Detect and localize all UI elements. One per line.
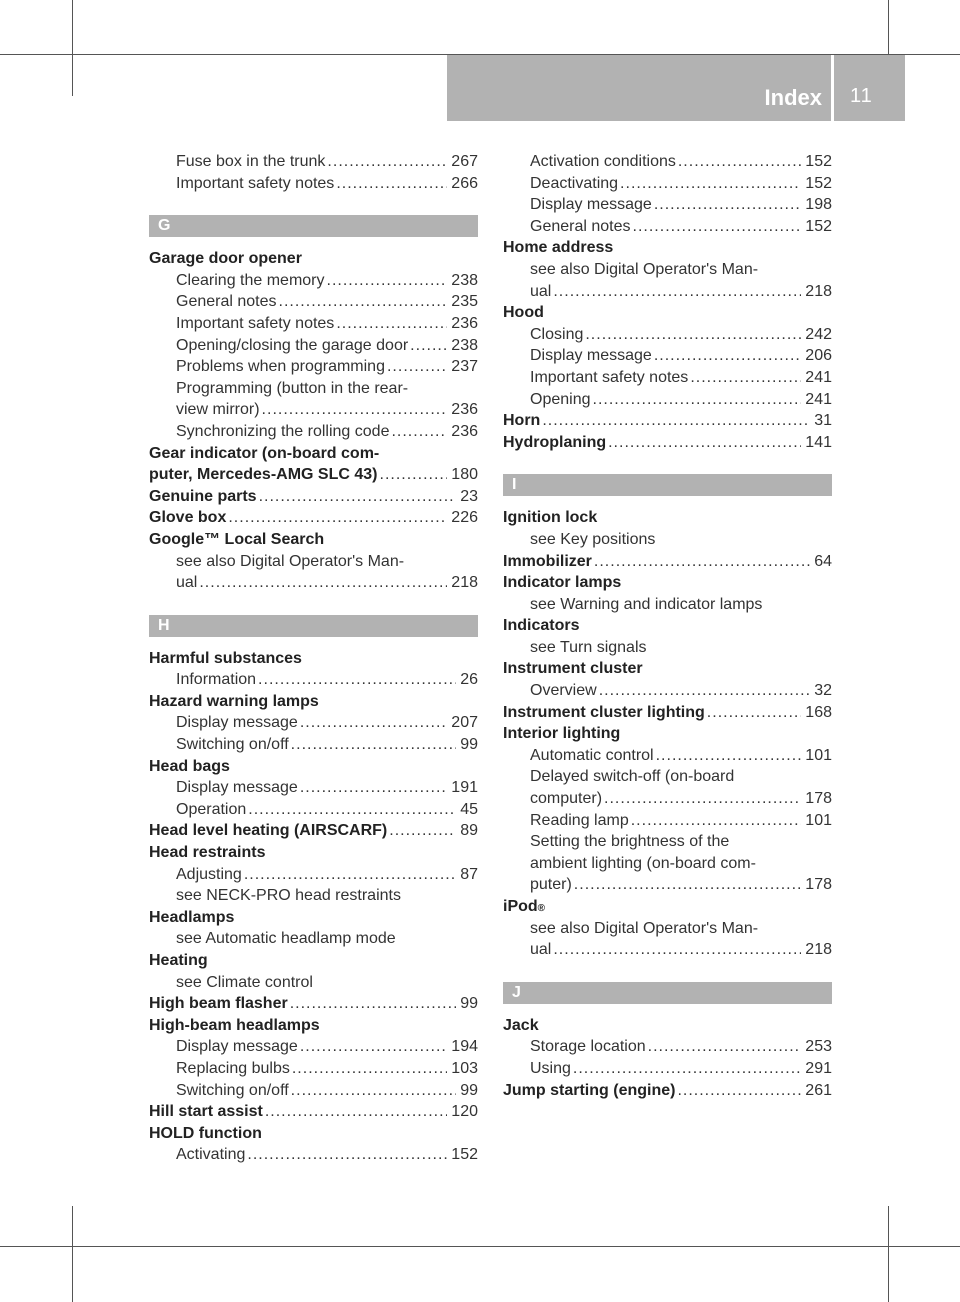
page-ref: 99 bbox=[460, 1081, 478, 1099]
index-entry bbox=[149, 756, 478, 778]
index-entry bbox=[503, 302, 832, 324]
index-subentry bbox=[503, 1058, 832, 1080]
page-number: 11 bbox=[850, 85, 873, 107]
dot-leader bbox=[633, 216, 802, 238]
dot-leader bbox=[199, 572, 447, 594]
entry-text: Home address bbox=[503, 239, 614, 257]
dot-leader bbox=[656, 745, 802, 767]
dot-leader bbox=[573, 1058, 801, 1080]
page-ref: 178 bbox=[805, 876, 832, 894]
dot-leader bbox=[327, 270, 448, 292]
index-subentry bbox=[503, 529, 832, 551]
entry-text: puter) bbox=[530, 876, 572, 894]
entry-text: Programming (button in the rear- bbox=[176, 379, 409, 397]
entry-text: Using bbox=[530, 1059, 571, 1077]
dot-leader bbox=[677, 1080, 801, 1102]
page-ref: 206 bbox=[805, 347, 832, 365]
index-entry bbox=[503, 1080, 832, 1102]
page-ref: 198 bbox=[805, 196, 832, 214]
index-subentry bbox=[149, 399, 478, 421]
entry-text: Head restraints bbox=[149, 844, 266, 862]
entry-text: General notes bbox=[530, 217, 631, 235]
entry-text: Gear indicator (on-board com- bbox=[149, 444, 380, 462]
entry-text: Immobilizer bbox=[503, 552, 592, 570]
entry-text: Storage location bbox=[530, 1038, 646, 1056]
index-entry bbox=[149, 691, 478, 713]
entry-text: Harmful substances bbox=[149, 649, 302, 667]
page-ref: 178 bbox=[805, 790, 832, 808]
index-subentry bbox=[149, 421, 478, 443]
index-entry bbox=[503, 432, 832, 454]
entry-text: see NECK-PRO head restraints bbox=[176, 887, 401, 905]
index-subentry bbox=[149, 928, 478, 950]
index-subentry bbox=[503, 324, 832, 346]
entry-text: Clearing the memory bbox=[176, 271, 325, 289]
page-ref: 241 bbox=[805, 368, 832, 386]
index-subentry bbox=[503, 1036, 832, 1058]
page-ref: 241 bbox=[805, 390, 832, 408]
entry-text: Activating bbox=[176, 1146, 246, 1164]
page-ref: 226 bbox=[451, 509, 478, 527]
entry-text: Hydroplaning bbox=[503, 433, 607, 451]
index-entry bbox=[149, 907, 478, 929]
index-subentry bbox=[149, 777, 478, 799]
entry-text: Activation conditions bbox=[530, 153, 676, 170]
index-subentry bbox=[149, 151, 478, 173]
entry-text: Display message bbox=[176, 1038, 298, 1056]
index-entry bbox=[149, 820, 478, 842]
dot-leader bbox=[336, 173, 447, 195]
dot-leader bbox=[391, 421, 447, 443]
dot-leader bbox=[300, 1036, 447, 1058]
entry-text: Head bags bbox=[149, 757, 230, 775]
entry-text: Synchronizing the rolling code bbox=[176, 422, 390, 440]
index-entry bbox=[149, 248, 478, 270]
entry-text: see also Digital Operator's Man- bbox=[176, 552, 405, 570]
entry-text: Display message bbox=[530, 196, 652, 214]
index-subentry bbox=[149, 1080, 478, 1102]
index-subentry bbox=[149, 734, 478, 756]
entry-text: Deactivating bbox=[530, 174, 619, 192]
entry-text: Interior lighting bbox=[503, 725, 621, 743]
entry-text: Overview bbox=[530, 682, 597, 700]
dot-leader bbox=[290, 993, 457, 1015]
entry-text: Problems when programming bbox=[176, 358, 385, 376]
dot-leader bbox=[292, 1058, 447, 1080]
page-ref: 141 bbox=[805, 433, 832, 451]
page-ref: 101 bbox=[805, 746, 832, 764]
index-column-right bbox=[503, 151, 832, 1101]
page-title: Index bbox=[764, 85, 822, 110]
entry-text: Reading lamp bbox=[530, 811, 629, 829]
index-subentry bbox=[503, 173, 832, 195]
index-subentry bbox=[503, 259, 832, 281]
page-ref: 152 bbox=[805, 217, 832, 235]
entry-text: Setting the brightness of the bbox=[530, 833, 730, 851]
dot-leader bbox=[654, 194, 801, 216]
entry-text: Garage door opener bbox=[149, 250, 302, 268]
page-ref: 64 bbox=[814, 552, 832, 570]
dot-leader bbox=[327, 151, 447, 173]
entry-text: Indicators bbox=[503, 617, 580, 635]
entry-text: Hill start assist bbox=[149, 1103, 263, 1121]
entry-text: Important safety notes bbox=[530, 368, 689, 386]
entry-text: see Climate control bbox=[176, 973, 313, 991]
dot-leader bbox=[648, 1036, 802, 1058]
index-entry bbox=[149, 529, 478, 551]
index-subentry bbox=[503, 939, 832, 961]
dot-leader bbox=[608, 432, 801, 454]
entry-text: puter, Mercedes-AMG SLC 43) bbox=[149, 466, 378, 484]
page-ref: 291 bbox=[805, 1059, 832, 1077]
index-entry bbox=[503, 507, 832, 529]
entry-text: High-beam headlamps bbox=[149, 1016, 320, 1034]
dot-leader bbox=[553, 939, 801, 961]
index-subentry bbox=[503, 216, 832, 238]
index-subentry bbox=[149, 572, 478, 594]
entry-text: see Warning and indicator lamps bbox=[530, 595, 763, 613]
page-ref: 87 bbox=[460, 865, 478, 883]
entry-text: Headlamps bbox=[149, 908, 235, 926]
entry-text: see also Digital Operator's Man- bbox=[530, 919, 759, 937]
entry-text: Instrument cluster lighting bbox=[503, 703, 705, 721]
dot-leader bbox=[654, 345, 801, 367]
page-ref: 152 bbox=[451, 1146, 478, 1164]
dot-leader bbox=[690, 367, 801, 389]
entry-text: General notes bbox=[176, 293, 277, 311]
page-ref: 236 bbox=[451, 314, 478, 332]
section-letter-bar: I bbox=[503, 474, 832, 496]
page-ref: 191 bbox=[451, 779, 478, 797]
entry-text: Head level heating (AIRSCARF) bbox=[149, 822, 388, 840]
dot-leader bbox=[300, 712, 447, 734]
page-ref: 238 bbox=[451, 336, 478, 354]
dot-leader bbox=[594, 551, 810, 573]
index-subentry bbox=[149, 1144, 478, 1166]
page-ref: 32 bbox=[814, 682, 832, 700]
index-subentry bbox=[503, 918, 832, 940]
index-entry bbox=[149, 507, 478, 529]
index-subentry bbox=[149, 313, 478, 335]
index-subentry bbox=[149, 972, 478, 994]
index-subentry bbox=[149, 356, 478, 378]
entry-text: Display message bbox=[176, 714, 298, 732]
entry-text: Important safety notes bbox=[176, 314, 335, 332]
dot-leader bbox=[248, 799, 456, 821]
entry-text: Genuine parts bbox=[149, 487, 257, 505]
index-subentry bbox=[503, 788, 832, 810]
entry-text: Google™ Local Search bbox=[149, 530, 325, 548]
index-entry bbox=[503, 551, 832, 573]
entry-text: Instrument cluster bbox=[503, 660, 643, 678]
page-ref: 235 bbox=[451, 293, 478, 311]
index-subentry bbox=[503, 874, 832, 896]
dot-leader bbox=[258, 669, 456, 691]
index-entry bbox=[149, 1123, 478, 1145]
entry-text: ual bbox=[530, 941, 552, 959]
index-subentry bbox=[149, 335, 478, 357]
entry-text: Display message bbox=[530, 347, 652, 365]
entry-text: ual bbox=[530, 282, 552, 300]
index-subentry bbox=[149, 885, 478, 907]
section-letter-bar: G bbox=[149, 215, 478, 237]
entry-text: see Turn signals bbox=[530, 638, 647, 656]
dot-leader bbox=[678, 151, 801, 173]
page-ref: 99 bbox=[460, 995, 478, 1013]
entry-text: Automatic control bbox=[530, 746, 654, 764]
entry-text: Hood bbox=[503, 304, 544, 322]
dot-leader bbox=[574, 874, 802, 896]
dot-leader bbox=[542, 410, 810, 432]
page-ref: 237 bbox=[451, 358, 478, 376]
index-entry bbox=[149, 648, 478, 670]
page-ref: 180 bbox=[451, 466, 478, 484]
index-entry bbox=[149, 842, 478, 864]
entry-text: Operation bbox=[176, 800, 247, 818]
index-subentry bbox=[149, 1036, 478, 1058]
page-ref: 207 bbox=[451, 714, 478, 732]
entry-text: computer) bbox=[530, 790, 603, 808]
index-subentry bbox=[503, 766, 832, 788]
entry-text: Jack bbox=[503, 1016, 539, 1034]
dot-leader bbox=[279, 291, 448, 313]
index-subentry bbox=[149, 551, 478, 573]
index-subentry bbox=[503, 345, 832, 367]
index-entry bbox=[149, 443, 478, 465]
entry-text: Jump starting (engine) bbox=[503, 1081, 676, 1099]
dot-leader bbox=[262, 399, 448, 421]
dot-leader bbox=[387, 356, 447, 378]
page-ref: 152 bbox=[805, 174, 832, 192]
page-ref: 120 bbox=[451, 1103, 478, 1121]
index-entry bbox=[503, 658, 832, 680]
dot-leader bbox=[593, 389, 802, 411]
index-subentry bbox=[503, 637, 832, 659]
index-entry bbox=[149, 1015, 478, 1037]
index-subentry bbox=[503, 151, 832, 173]
page-ref: 23 bbox=[460, 487, 478, 505]
index-subentry bbox=[503, 680, 832, 702]
entry-text: Ignition lock bbox=[503, 509, 598, 527]
index-entry: iPod ® bbox=[503, 896, 832, 918]
entry-text: Display message bbox=[176, 779, 298, 797]
entry-text: Information bbox=[176, 671, 257, 689]
index-entry bbox=[503, 615, 832, 637]
entry-text: Opening bbox=[530, 390, 591, 408]
dot-leader bbox=[228, 507, 447, 529]
index-entry bbox=[503, 702, 832, 724]
page-ref: 89 bbox=[460, 822, 478, 840]
entry-text: Glove box bbox=[149, 509, 227, 527]
page-ref: 103 bbox=[451, 1059, 478, 1077]
entry-text: iPod bbox=[503, 898, 538, 915]
entry-text: ambient lighting (on-board com- bbox=[530, 854, 756, 872]
dot-leader bbox=[410, 335, 447, 357]
page-ref: 236 bbox=[451, 401, 478, 419]
dot-leader bbox=[300, 777, 447, 799]
page-ref: 101 bbox=[805, 811, 832, 829]
crop-mark bbox=[72, 1206, 73, 1302]
entry-text: Delayed switch-off (on-board bbox=[530, 768, 735, 786]
entry-text: see also Digital Operator's Man- bbox=[530, 260, 759, 278]
index-subentry bbox=[149, 291, 478, 313]
page-ref: 168 bbox=[805, 703, 832, 721]
index-subentry bbox=[503, 367, 832, 389]
dot-leader bbox=[707, 702, 802, 724]
index-subentry bbox=[149, 378, 478, 400]
dot-leader bbox=[553, 281, 801, 303]
index-entry bbox=[149, 950, 478, 972]
dot-leader bbox=[291, 1080, 457, 1102]
index-subentry bbox=[503, 594, 832, 616]
index-subentry bbox=[503, 831, 832, 853]
crop-mark bbox=[0, 1246, 960, 1247]
entry-text: Opening/closing the garage door bbox=[176, 336, 409, 354]
dot-leader bbox=[247, 1144, 447, 1166]
entry-text: Heating bbox=[149, 952, 208, 969]
entry-text: High beam flasher bbox=[149, 995, 288, 1013]
index-subentry bbox=[149, 712, 478, 734]
section-letter-bar: H bbox=[149, 615, 478, 637]
index-entry bbox=[149, 1101, 478, 1123]
page-ref: 236 bbox=[451, 422, 478, 440]
index-subentry bbox=[503, 853, 832, 875]
index-entry bbox=[503, 1015, 832, 1037]
index-subentry bbox=[149, 270, 478, 292]
dot-leader bbox=[604, 788, 801, 810]
dot-leader bbox=[631, 810, 802, 832]
entry-text: Switching on/off bbox=[176, 736, 289, 754]
dot-leader bbox=[585, 324, 801, 346]
crop-mark bbox=[72, 0, 73, 96]
page-ref: 26 bbox=[460, 671, 478, 689]
index-entry bbox=[149, 993, 478, 1015]
page-ref: 242 bbox=[805, 325, 832, 343]
dot-leader bbox=[244, 864, 456, 886]
index-entry bbox=[503, 410, 832, 432]
index-subentry bbox=[149, 1058, 478, 1080]
dot-leader bbox=[291, 734, 457, 756]
index-subentry bbox=[503, 389, 832, 411]
page-ref: 266 bbox=[451, 174, 478, 192]
entry-text: Switching on/off bbox=[176, 1081, 289, 1099]
index-subentry bbox=[503, 810, 832, 832]
index-entry bbox=[503, 572, 832, 594]
index-subentry bbox=[149, 669, 478, 691]
dot-leader bbox=[336, 313, 447, 335]
entry-text: Hazard warning lamps bbox=[149, 692, 319, 710]
entry-text: Horn bbox=[503, 412, 541, 430]
index-subentry bbox=[149, 173, 478, 195]
entry-text: Closing bbox=[530, 325, 584, 343]
page-ref: 261 bbox=[805, 1081, 832, 1099]
crop-mark bbox=[888, 1206, 889, 1302]
index-subentry bbox=[503, 194, 832, 216]
page-ref: 267 bbox=[451, 153, 478, 170]
dot-leader bbox=[265, 1101, 447, 1123]
index-column-left bbox=[149, 151, 478, 1166]
entry-text: Important safety notes bbox=[176, 174, 335, 192]
dot-leader bbox=[380, 464, 448, 486]
page-ref: 194 bbox=[451, 1038, 478, 1056]
index-entry bbox=[149, 464, 478, 486]
page-ref: 218 bbox=[805, 941, 832, 959]
index-subentry bbox=[503, 281, 832, 303]
entry-text: see Key positions bbox=[530, 530, 656, 548]
page-ref: 238 bbox=[451, 271, 478, 289]
dot-leader bbox=[599, 680, 811, 702]
section-letter-bar: J bbox=[503, 982, 832, 1004]
entry-text: Replacing bulbs bbox=[176, 1059, 290, 1077]
page-ref: 31 bbox=[814, 412, 832, 430]
index-entry bbox=[149, 486, 478, 508]
dot-leader bbox=[259, 486, 457, 508]
dot-leader bbox=[620, 173, 801, 195]
header-divider bbox=[831, 55, 834, 121]
index-subentry bbox=[149, 864, 478, 886]
page-ref: 152 bbox=[805, 153, 832, 170]
entry-text: see Automatic headlamp mode bbox=[176, 930, 396, 948]
header-band bbox=[447, 55, 905, 121]
page-ref: 99 bbox=[460, 736, 478, 754]
entry-text: HOLD function bbox=[149, 1124, 262, 1142]
entry-text: Fuse box in the trunk bbox=[176, 153, 326, 170]
entry-text: Indicator lamps bbox=[503, 574, 622, 592]
page-ref: 218 bbox=[451, 574, 478, 592]
entry-text: Adjusting bbox=[176, 865, 242, 883]
index-subentry bbox=[149, 799, 478, 821]
entry-text: ual bbox=[176, 574, 198, 592]
index-subentry bbox=[503, 745, 832, 767]
entry-text: view mirror) bbox=[176, 401, 260, 419]
page-ref: 218 bbox=[805, 282, 832, 300]
index-entry bbox=[503, 723, 832, 745]
index-entry bbox=[503, 237, 832, 259]
page-ref: 45 bbox=[460, 800, 478, 818]
page-ref: 253 bbox=[805, 1038, 832, 1056]
dot-leader bbox=[389, 820, 456, 842]
